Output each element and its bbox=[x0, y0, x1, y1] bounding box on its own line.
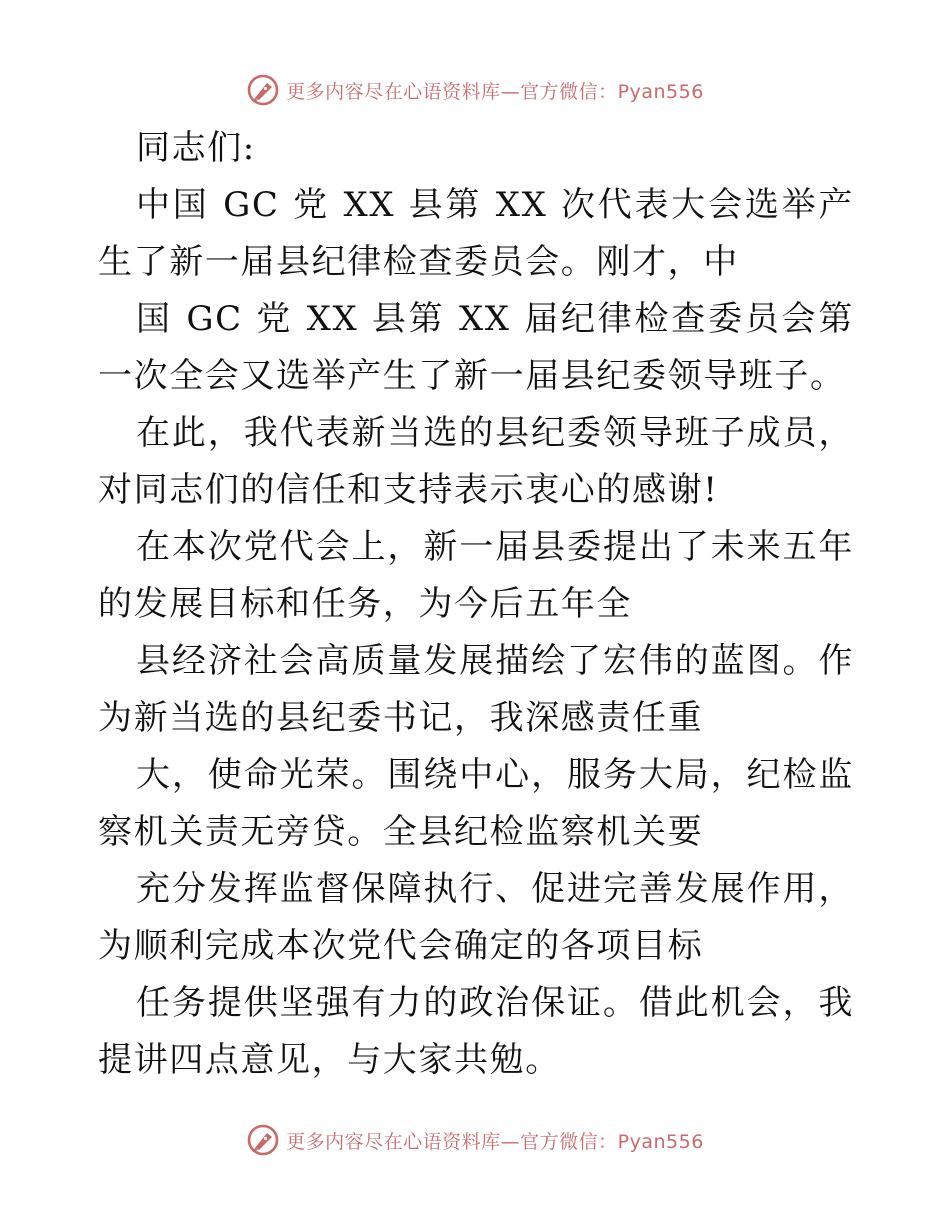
paragraph: 任务提供坚强有力的政治保证。借此机会，我提讲四点意见，与大家共勉。 bbox=[98, 983, 854, 1080]
paragraph: 充分发挥监督保障执行、促进完善发展作用，为顺利完成本次党代会确定的各项目标 bbox=[98, 869, 854, 966]
paragraph: 在本次党代会上，新一届县委提出了未来五年的发展目标和任务，为今后五年全 bbox=[98, 527, 854, 624]
paragraph: 同志们: bbox=[136, 128, 256, 168]
paragraph: 县经济社会高质量发展描绘了宏伟的蓝图。作为新当选的县纪委书记，我深感责任重 bbox=[98, 641, 854, 738]
paragraph: 在此，我代表新当选的县纪委领导班子成员，对同志们的信任和支持表示衷心的感谢! bbox=[98, 413, 854, 510]
footer-banner-text: 更多内容尽在心语资料库—官方微信：Pyan556 bbox=[286, 1130, 704, 1153]
paragraph: 国 GC 党 XX 县第 XX 届纪律检查委员会第一次全会又选举产生了新一届县纪委领导班子。 bbox=[98, 299, 854, 396]
pen-nib-logo-icon bbox=[246, 73, 280, 107]
pen-nib-logo-icon bbox=[246, 1123, 280, 1157]
header-banner-text: 更多内容尽在心语资料库—官方微信：Pyan556 bbox=[286, 80, 704, 103]
footer-banner bbox=[0, 1120, 950, 1160]
paragraph: 大，使命光荣。围绕中心，服务大局，纪检监察机关责无旁贷。全县纪检监察机关要 bbox=[98, 755, 854, 852]
document-body bbox=[98, 120, 854, 1089]
paragraph: 中国 GC 党 XX 县第 XX 次代表大会选举产生了新一届县纪律检查委员会。刚才，中 bbox=[98, 185, 854, 282]
header-banner bbox=[0, 70, 950, 110]
